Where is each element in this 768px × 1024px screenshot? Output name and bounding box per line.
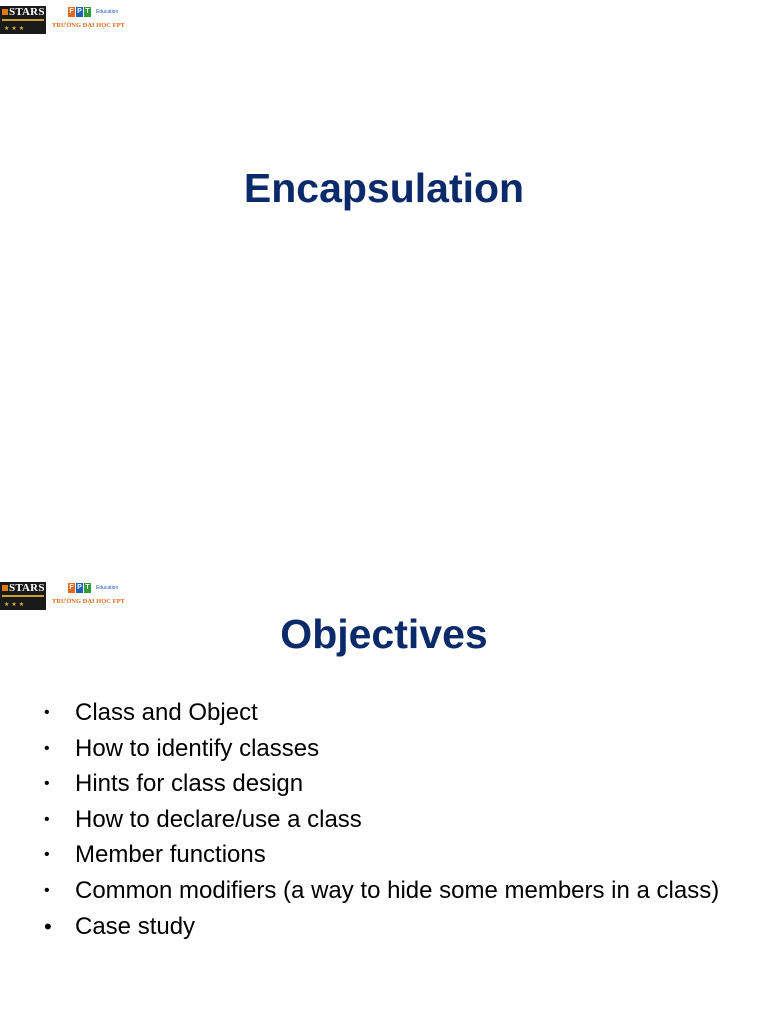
bullet-text: Case study [75,912,196,940]
stars-logo [0,582,46,610]
stars-logo-rule [2,595,44,597]
stars-logo-stars: ★★★ [4,602,27,608]
bullet-icon: • [44,739,50,757]
stars-logo-rule [2,19,44,21]
bullet-icon: • [44,810,50,828]
fpt-logo [52,582,136,610]
fpt-logo-mark: F P T [69,584,90,591]
slide-title: Objectives [280,611,488,657]
bullet-text: Class and Object [75,699,258,726]
bullet-text: Common modifiers (a way to hide some members in a class) [75,876,720,904]
fpt-logo-caption: TRƯỜNG ĐẠI HỌC FPT [52,22,125,29]
stars-logo-mark [2,585,8,591]
list-item [44,698,724,728]
fpt-logo-edu: Education [96,585,119,591]
bullet-icon: • [44,846,50,864]
bullet-text: How to identify classes [75,734,320,762]
list-item [44,805,724,835]
bullet-text: How to declare/use a class [75,805,362,833]
slide-title: Encapsulation [243,165,525,211]
slide-header-logos [0,582,136,612]
slide-objectives [0,576,768,1024]
list-item [44,912,724,942]
stars-logo-mark [2,9,8,15]
list-item [44,840,724,870]
bullet-text: Hints for class design [75,770,304,798]
objectives-list [44,698,724,947]
bullet-icon: • [44,704,50,721]
fpt-logo-edu: Education [96,9,119,15]
bullet-icon: • [44,913,52,939]
list-item [44,876,724,906]
fpt-logo [52,6,136,34]
list-item [44,769,724,799]
fpt-logo-mark: F P T [69,8,90,15]
stars-logo-stars: ★★★ [4,26,27,32]
bullet-text: Member functions [75,841,266,869]
bullet-icon: • [44,881,50,899]
stars-logo-text: STARS [9,6,45,18]
bullet-icon: • [44,775,50,793]
list-item [44,734,724,764]
stars-logo [0,6,46,34]
stars-logo-text: STARS [9,582,45,594]
fpt-logo-caption: TRƯỜNG ĐẠI HỌC FPT [52,598,125,605]
slide-header-logos [0,6,136,36]
